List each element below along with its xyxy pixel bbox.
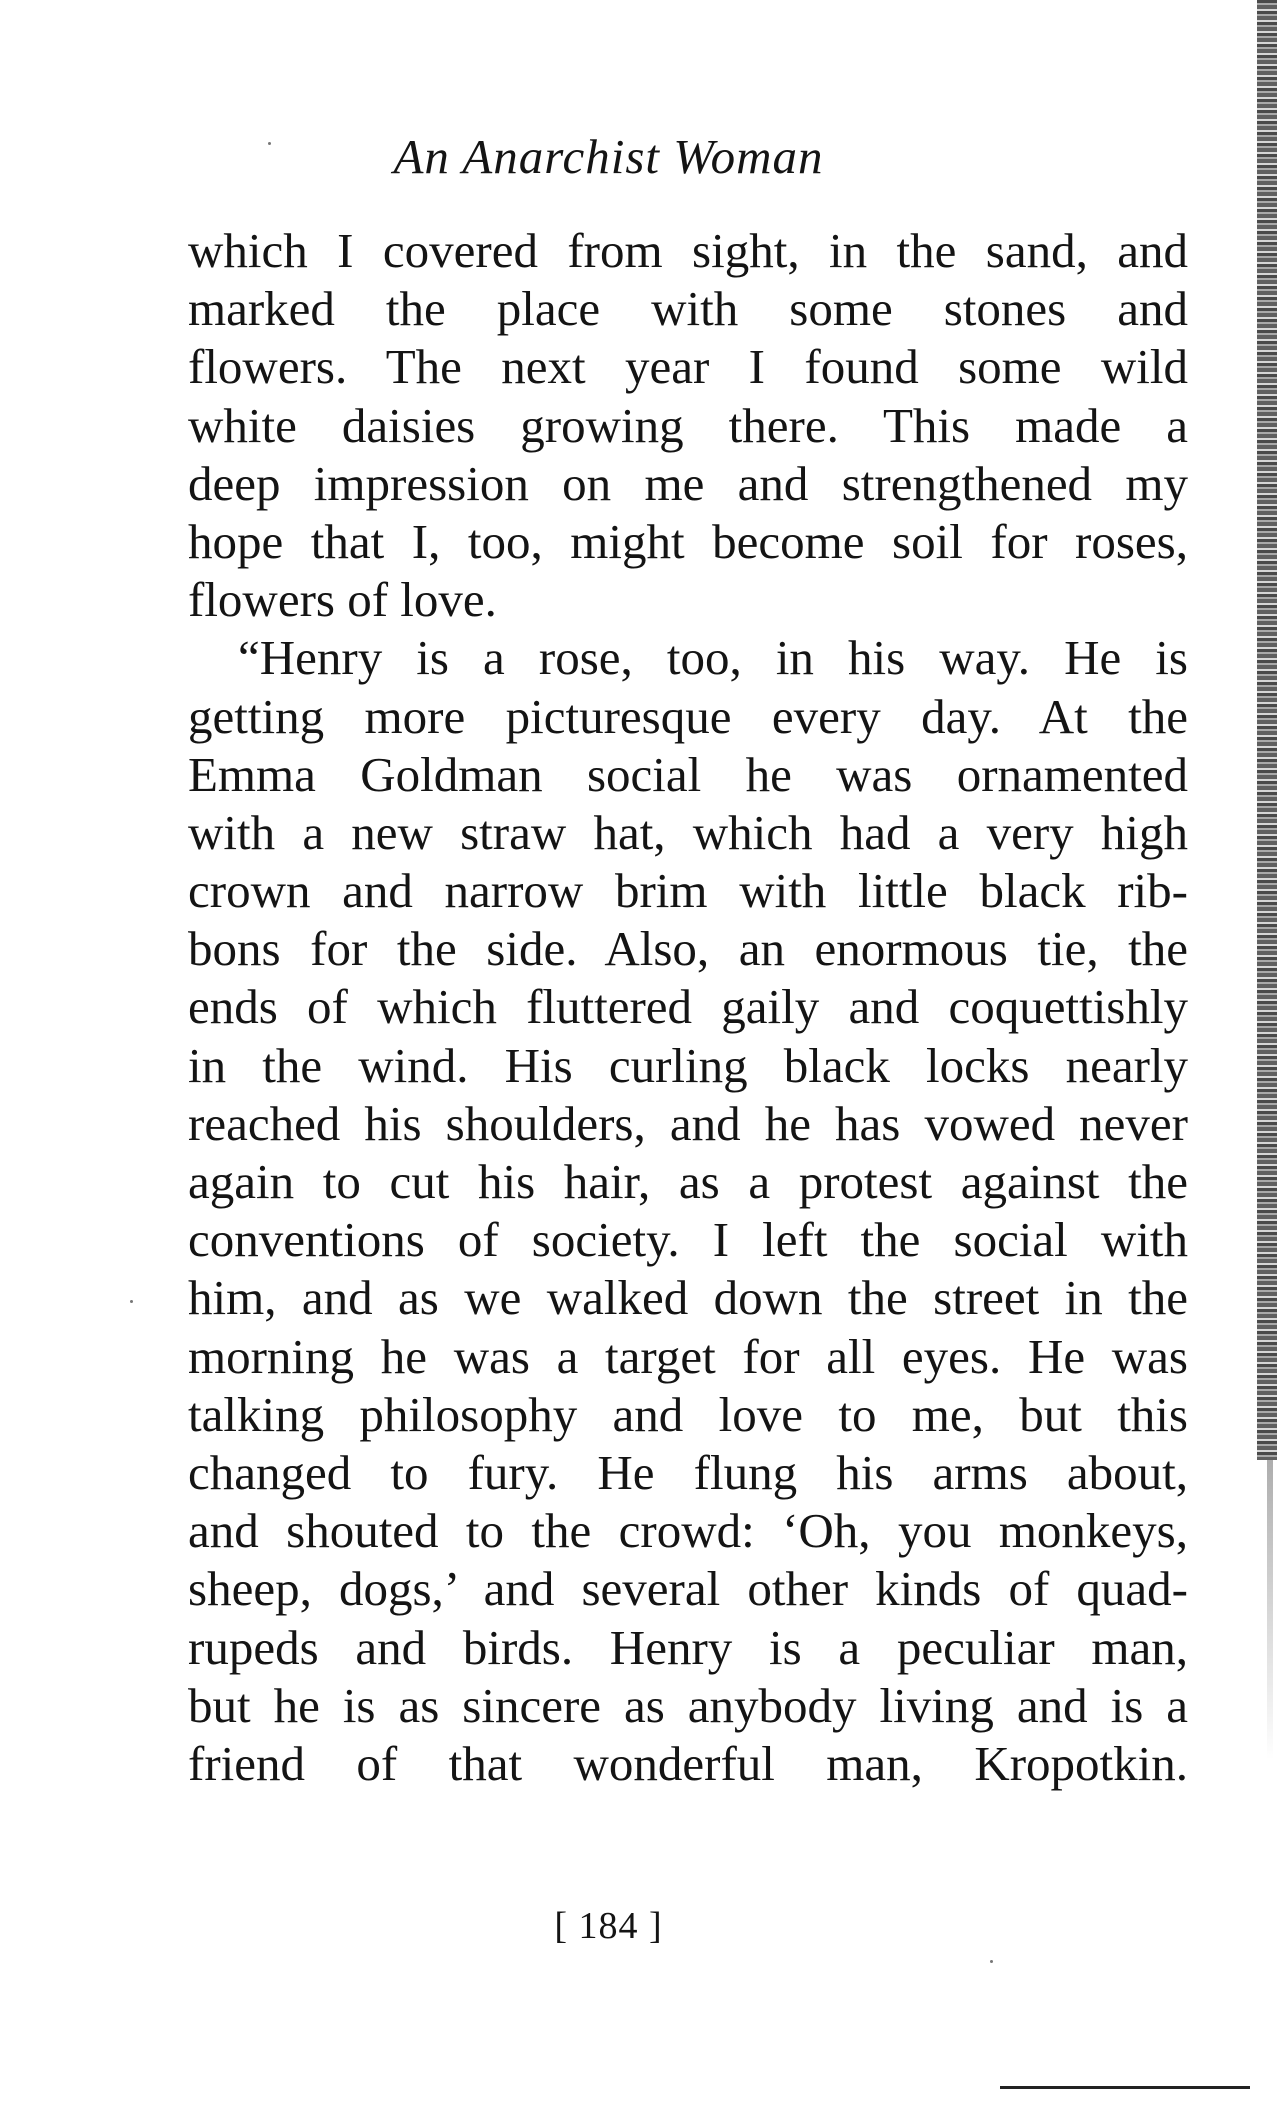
text-line: again to cut his hair, as a protest against the xyxy=(188,1154,1188,1209)
text-line: conventions of society. I left the social with xyxy=(188,1212,1188,1268)
text-line: hope that I, too, might become soil for roses, xyxy=(188,513,1188,569)
text-line: flowers of love. xyxy=(188,572,497,628)
text-line: him, and as we walked down the street in the xyxy=(188,1270,1188,1326)
text-line: changed to fury. He flung his arms about, xyxy=(188,1444,1188,1500)
text-line: friend of that wonderful man, Kropotkin. xyxy=(188,1735,1188,1791)
text-line: getting more picturesque every day. At the xyxy=(188,688,1188,744)
body-text xyxy=(188,222,1188,1793)
text-line: reached his shoulders, and he has vowed never xyxy=(188,1095,1188,1151)
scan-speck xyxy=(990,1960,993,1963)
text-line: white daisies growing there. This made a xyxy=(188,397,1188,453)
scanned-page-edge xyxy=(1257,0,1277,1460)
scanned-page-edge-fade xyxy=(1267,1460,1273,1760)
text-line: flowers. The next year I found some wild xyxy=(188,339,1188,395)
text-line: Emma Goldman social he was ornamented xyxy=(188,746,1188,802)
text-line: with a new straw hat, which had a very high xyxy=(188,804,1188,860)
scan-speck xyxy=(130,1300,133,1303)
text-line: “Henry is a rose, too, in his way. He is xyxy=(238,630,1188,686)
text-line: and shouted to the crowd: ‘Oh, you monkeys, xyxy=(188,1503,1188,1559)
text-line: bons for the side. Also, an enormous tie, the xyxy=(188,921,1188,977)
bottom-edge-rule xyxy=(1000,2086,1250,2089)
text-line: which I covered from sight, in the sand, and xyxy=(188,223,1188,278)
text-line: deep impression on me and strengthened my xyxy=(188,455,1188,511)
text-line: morning he was a target for all eyes. He was xyxy=(188,1328,1188,1384)
scan-speck xyxy=(268,142,271,145)
page-number: [ 184 ] xyxy=(554,1905,663,1947)
text-line: but he is as sincere as anybody living and is a xyxy=(188,1677,1188,1733)
text-line: rupeds and birds. Henry is a peculiar man, xyxy=(188,1619,1188,1675)
text-line: sheep, dogs,’ and several other kinds of quad- xyxy=(188,1561,1188,1617)
text-line: ends of which fluttered gaily and coquettishly xyxy=(188,979,1188,1035)
text-line: crown and narrow brim with little black rib- xyxy=(188,863,1188,919)
text-line: in the wind. His curling black locks nearly xyxy=(188,1037,1188,1093)
text-line: talking philosophy and love to me, but this xyxy=(188,1386,1188,1442)
text-line: marked the place with some stones and xyxy=(188,281,1188,337)
running-head: An Anarchist Woman xyxy=(393,129,824,184)
